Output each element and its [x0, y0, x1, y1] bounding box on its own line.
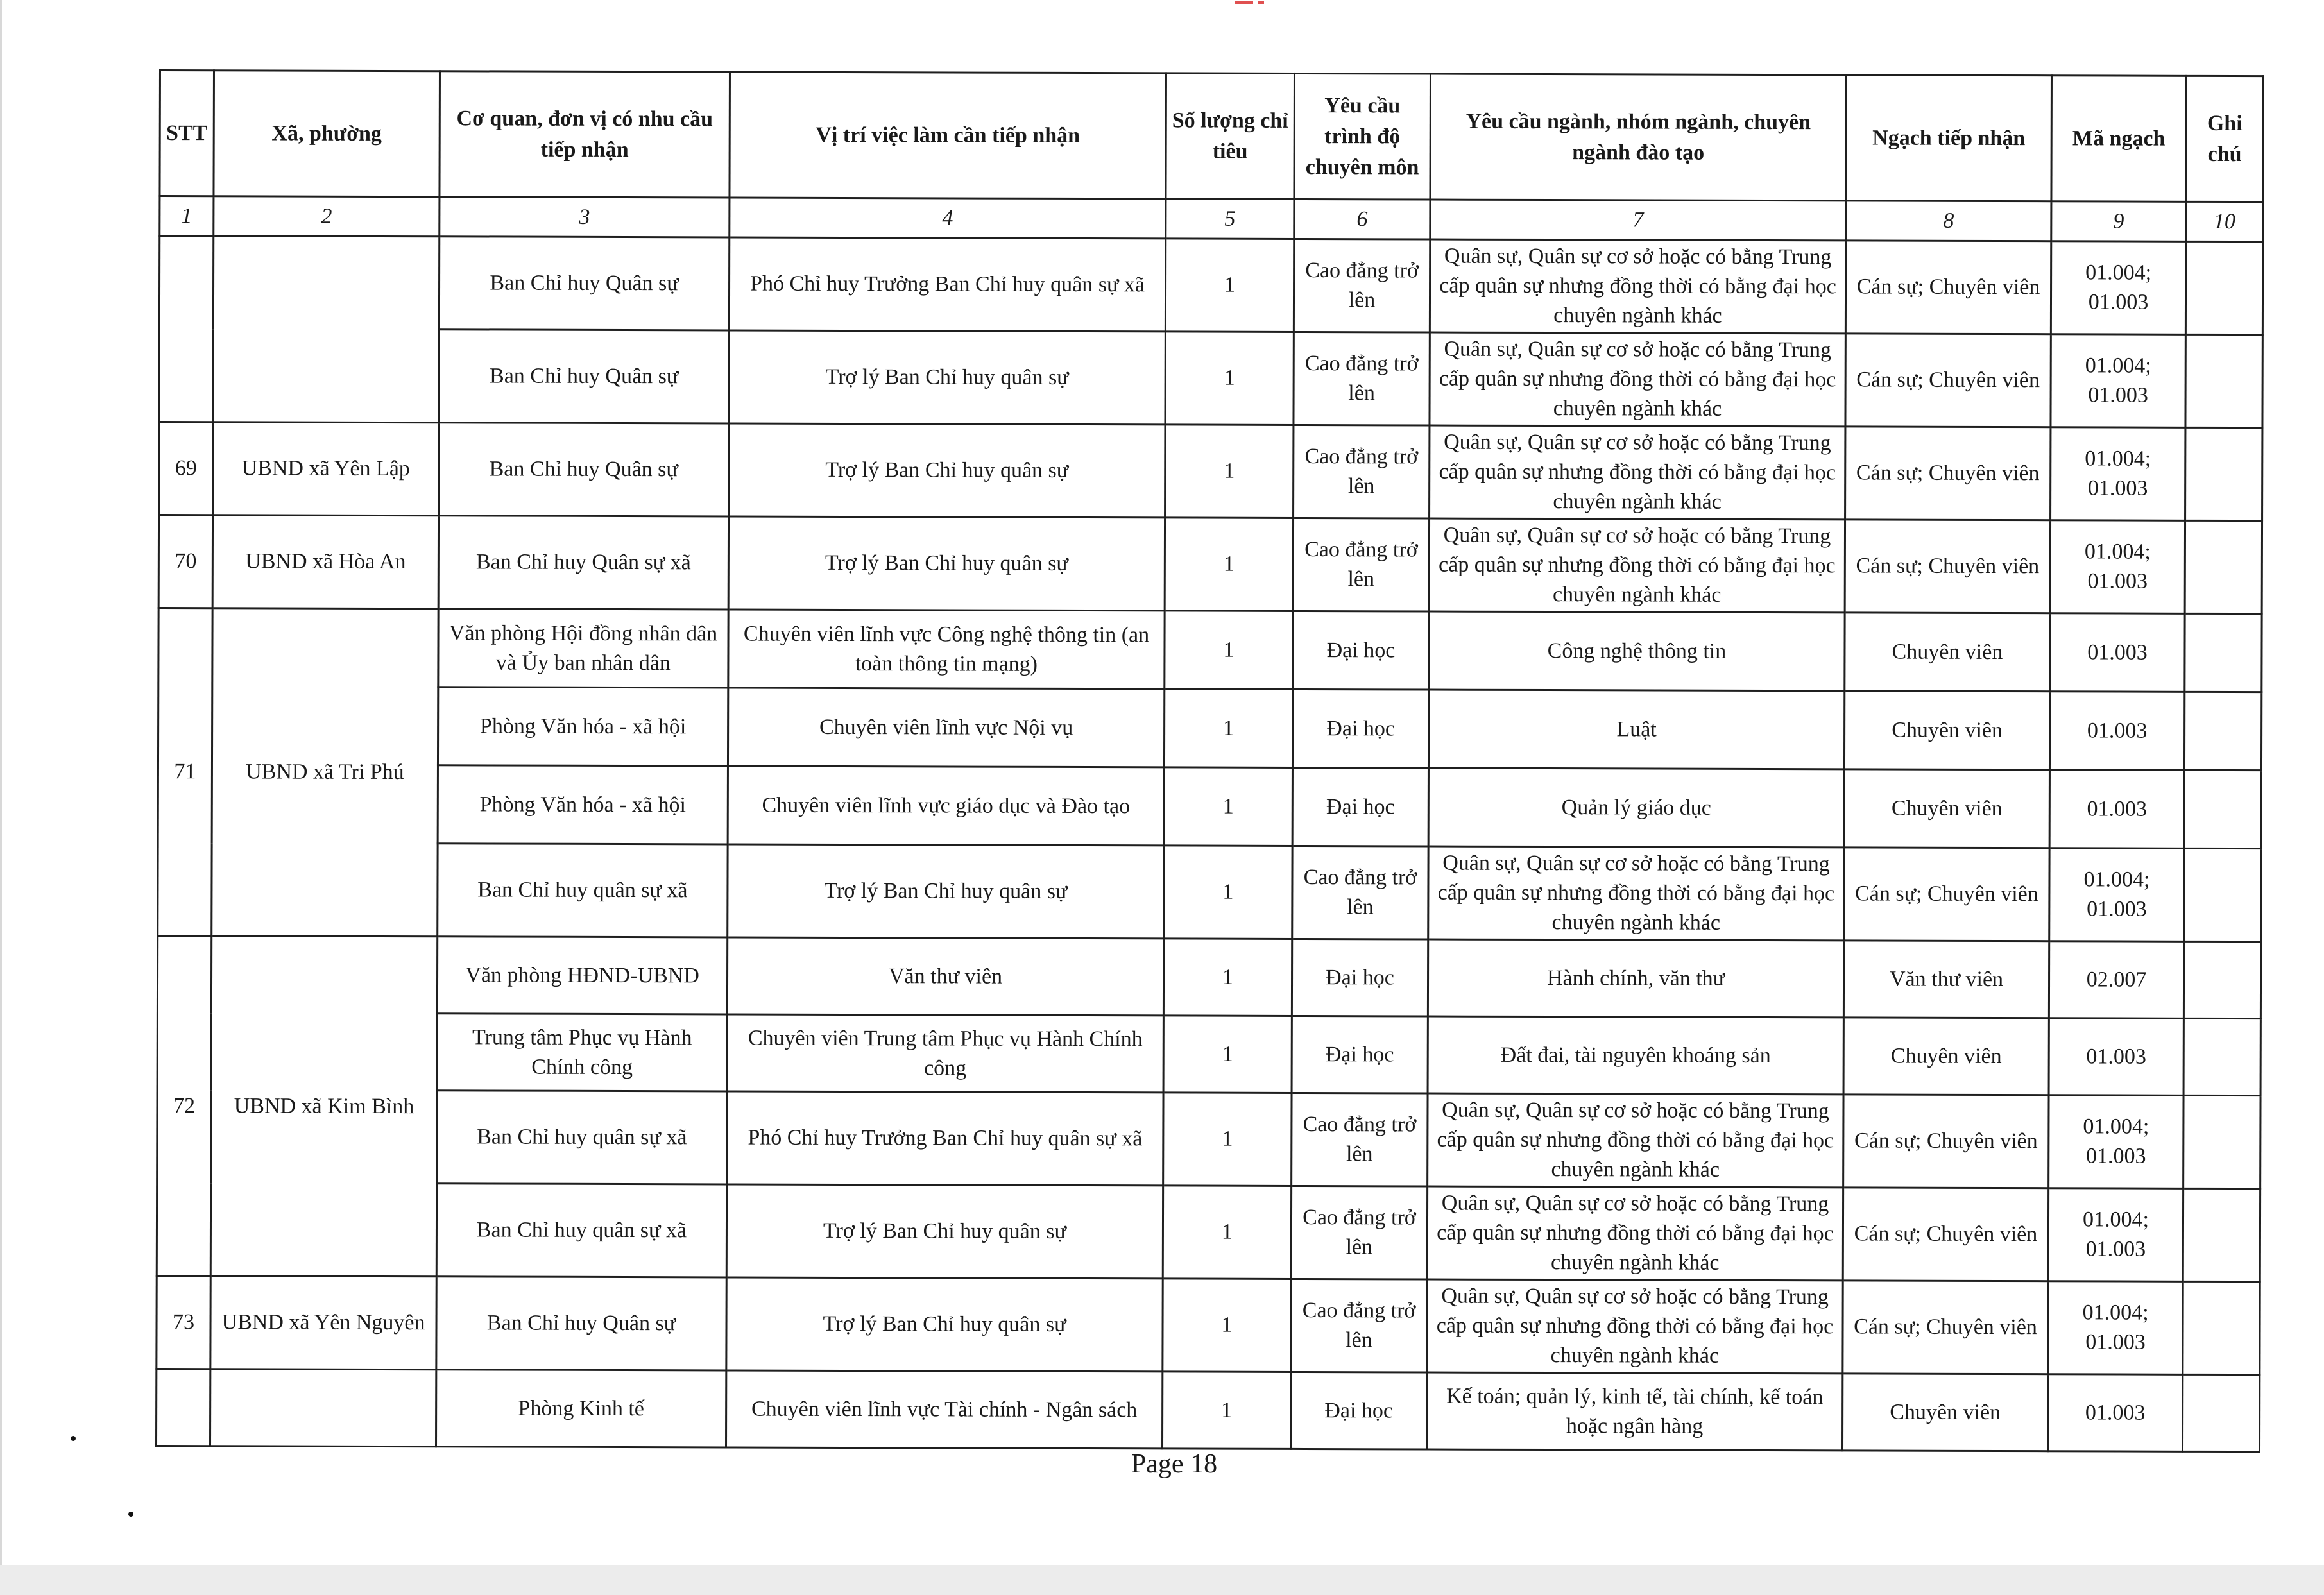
column-number: 8 — [1846, 201, 2051, 241]
commune-cell: UBND xã Tri Phú — [212, 608, 438, 937]
stt-cell: 69 — [159, 422, 213, 515]
stt-cell — [159, 236, 214, 422]
rank-cell: Chuyên viên — [1842, 1374, 2047, 1451]
position-cell: Trợ lý Ban Chỉ huy quân sự — [729, 330, 1165, 425]
header-xa-phuong: Xã, phường — [214, 71, 440, 197]
table-row — [159, 329, 2262, 428]
rank-cell: Chuyên viên — [1843, 1018, 2049, 1095]
position-cell: Chuyên viên lĩnh vực Tài chính - Ngân sách — [726, 1370, 1163, 1449]
header-ma-ngach: Mã ngạch — [2051, 76, 2187, 202]
table-row — [157, 1089, 2260, 1188]
column-number: 9 — [2051, 201, 2186, 242]
header-ghi-chu: Ghi chú — [2186, 76, 2264, 201]
quota-cell: 1 — [1164, 689, 1292, 768]
position-cell: Phó Chỉ huy Trưởng Ban Chỉ huy quân sự xã — [729, 237, 1165, 332]
agency-cell: Ban Chỉ huy quân sự xã — [438, 844, 728, 937]
recruitment-table-wrapper — [156, 69, 2262, 1438]
table-row — [157, 1369, 2260, 1451]
column-number: 2 — [214, 196, 440, 237]
position-cell: Phó Chỉ huy Trưởng Ban Chỉ huy quân sự xã — [727, 1091, 1163, 1186]
major-cell: Công nghệ thông tin — [1429, 611, 1845, 691]
column-number: 6 — [1294, 199, 1430, 239]
header-yeu-cau-nganh: Yêu cầu ngành, nhóm ngành, chuyên ngành đào tạo — [1430, 74, 1847, 201]
agency-cell: Ban Chỉ huy quân sự xã — [437, 1091, 727, 1184]
agency-cell: Phòng Văn hóa - xã hội — [438, 765, 728, 844]
commune-cell: UBND xã Kim Bình — [210, 936, 437, 1277]
commune-cell: UBND xã Yên Nguyên — [210, 1276, 436, 1370]
degree-cell: Cao đẳng trở lên — [1291, 1186, 1427, 1279]
note-cell — [2184, 848, 2261, 941]
rank-cell: Chuyên viên — [1844, 769, 2049, 848]
scan-dot — [128, 1512, 133, 1517]
header-ngach: Ngạch tiếp nhận — [1846, 75, 2052, 201]
note-cell — [2183, 1188, 2260, 1281]
degree-cell: Đại học — [1292, 767, 1428, 846]
agency-cell: Ban Chỉ huy quân sự xã — [436, 1184, 726, 1277]
agency-cell: Văn phòng HĐND-UBND — [437, 937, 727, 1014]
major-cell: Quân sự, Quân sự cơ sở hoặc có bằng Trung cấp quân sự nhưng đồng thời có bằng đại học chuyên ngành khác — [1430, 425, 1845, 520]
header-co-quan: Cơ quan, đơn vị có nhu cầu tiếp nhận — [440, 71, 730, 198]
degree-cell: Cao đẳng trở lên — [1292, 1093, 1428, 1186]
quota-cell: 1 — [1163, 1279, 1291, 1372]
table-row — [157, 1182, 2260, 1281]
table-row — [158, 515, 2262, 614]
position-cell: Trợ lý Ban Chỉ huy quân sự — [728, 516, 1165, 611]
position-cell: Chuyên viên Trung tâm Phục vụ Hành Chính công — [727, 1014, 1163, 1093]
commune-cell: UBND xã Hòa An — [212, 515, 438, 609]
quota-cell: 1 — [1165, 611, 1293, 690]
degree-cell: Cao đẳng trở lên — [1293, 518, 1429, 611]
scan-dot — [71, 1436, 76, 1441]
note-cell — [2183, 1018, 2260, 1095]
major-cell: Quân sự, Quân sự cơ sở hoặc có bằng Trung cấp quân sự nhưng đồng thời có bằng đại học chuyên ngành khác — [1430, 332, 1845, 427]
header-yeu-cau-trinh-do: Yêu cầu trình độ chuyên môn — [1294, 73, 1431, 200]
column-number-row — [160, 196, 2263, 242]
stt-cell: 71 — [158, 608, 212, 936]
column-number: 4 — [730, 198, 1166, 239]
quota-cell: 1 — [1163, 1186, 1291, 1279]
major-cell: Quân sự, Quân sự cơ sở hoặc có bằng Trung cấp quân sự nhưng đồng thời có bằng đại học chuyên ngành khác — [1430, 239, 1845, 334]
note-cell — [2185, 427, 2262, 520]
column-number: 3 — [440, 197, 730, 237]
major-cell: Quân sự, Quân sự cơ sở hoặc có bằng Trung cấp quân sự nhưng đồng thời có bằng đại học chuyên ngành khác — [1428, 1093, 1843, 1188]
rank-code-cell: 01.003 — [2049, 1018, 2183, 1096]
major-cell: Quân sự, Quân sự cơ sở hoặc có bằng Trung cấp quân sự nhưng đồng thời có bằng đại học chuyên ngành khác — [1427, 1279, 1843, 1374]
agency-cell: Ban Chỉ huy Quân sự — [439, 237, 729, 330]
rank-code-cell: 01.004; 01.003 — [2049, 848, 2184, 942]
quota-cell: 1 — [1163, 1016, 1292, 1093]
commune-cell: UBND xã Yên Lập — [213, 422, 439, 516]
degree-cell: Cao đẳng trở lên — [1291, 1279, 1427, 1372]
agency-cell: Phòng Kinh tế — [436, 1370, 726, 1447]
rank-cell: Cán sự; Chuyên viên — [1843, 1281, 2048, 1374]
major-cell: Kế toán; quản lý, kinh tế, tài chính, kế toán hoặc ngân hàng — [1427, 1372, 1843, 1451]
major-cell: Đất đai, tài nguyên khoáng sản — [1428, 1016, 1843, 1095]
header-so-luong: Số lượng chỉ tiêu — [1166, 73, 1295, 200]
commune-cell — [213, 236, 440, 423]
column-number: 7 — [1430, 200, 1846, 241]
rank-code-cell: 01.004; 01.003 — [2048, 1188, 2183, 1282]
rank-cell: Cán sự; Chuyên viên — [1845, 334, 2051, 427]
position-cell: Văn thư viên — [727, 937, 1163, 1016]
rank-cell: Cán sự; Chuyên viên — [1844, 848, 2049, 941]
table-row — [158, 608, 2262, 692]
stt-cell: 70 — [158, 515, 212, 608]
note-cell — [2184, 692, 2261, 770]
rank-cell: Chuyên viên — [1844, 691, 2049, 770]
degree-cell: Cao đẳng trở lên — [1292, 846, 1428, 939]
rank-code-cell: 01.004; 01.003 — [2051, 427, 2185, 521]
rank-code-cell: 01.003 — [2049, 770, 2184, 849]
note-cell — [2183, 1281, 2260, 1374]
note-cell — [2185, 613, 2262, 692]
position-cell: Chuyên viên lĩnh vực giáo dục và Đào tạo — [728, 766, 1164, 846]
quota-cell: 1 — [1164, 767, 1292, 846]
degree-cell: Cao đẳng trở lên — [1294, 425, 1430, 518]
note-cell — [2185, 241, 2262, 334]
rank-code-cell: 01.004; 01.003 — [2048, 1281, 2183, 1375]
degree-cell: Cao đẳng trở lên — [1294, 239, 1430, 332]
column-number: 5 — [1166, 199, 1294, 239]
degree-cell: Đại học — [1292, 939, 1428, 1016]
agency-cell: Văn phòng Hội đồng nhân dân và Ủy ban nhân dân — [438, 609, 728, 688]
header-stt: STT — [160, 71, 214, 196]
major-cell: Quản lý giáo dục — [1428, 768, 1844, 848]
rank-code-cell: 01.004; 01.003 — [2049, 1095, 2183, 1189]
note-cell — [2183, 1095, 2260, 1188]
rank-code-cell: 01.003 — [2050, 613, 2185, 692]
position-cell: Chuyên viên lĩnh vực Nội vụ — [728, 688, 1164, 767]
quota-cell: 1 — [1165, 239, 1294, 332]
table-row — [158, 687, 2261, 771]
rank-code-cell: 01.004; 01.003 — [2051, 334, 2185, 428]
agency-cell: Ban Chỉ huy Quân sự — [436, 1277, 726, 1370]
rank-cell: Cán sự; Chuyên viên — [1845, 241, 2051, 334]
column-number: 10 — [2186, 201, 2263, 241]
position-cell: Trợ lý Ban Chỉ huy quân sự — [726, 1184, 1163, 1279]
rank-code-cell: 01.003 — [2047, 1374, 2182, 1452]
table-row — [157, 1275, 2260, 1374]
quota-cell: 1 — [1165, 425, 1294, 518]
rank-code-cell: 01.003 — [2049, 692, 2184, 771]
rank-code-cell: 01.004; 01.003 — [2051, 241, 2185, 335]
quota-cell: 1 — [1164, 846, 1292, 939]
degree-cell: Đại học — [1292, 1016, 1428, 1093]
major-cell: Quân sự, Quân sự cơ sở hoặc có bằng Trung cấp quân sự nhưng đồng thời có bằng đại học chuyên ngành khác — [1428, 846, 1844, 941]
note-cell — [2185, 334, 2262, 427]
rank-cell: Cán sự; Chuyên viên — [1845, 427, 2051, 520]
quota-cell: 1 — [1165, 332, 1294, 425]
rank-cell: Cán sự; Chuyên viên — [1843, 1095, 2049, 1188]
scan-bottom-band — [0, 1565, 2324, 1595]
table-row — [159, 422, 2262, 521]
position-cell: Trợ lý Ban Chỉ huy quân sự — [729, 423, 1165, 518]
quota-cell: 1 — [1165, 518, 1293, 611]
quota-cell: 1 — [1163, 1372, 1291, 1449]
recruitment-table — [155, 69, 2264, 1453]
rank-cell: Cán sự; Chuyên viên — [1845, 520, 2050, 613]
agency-cell: Trung tâm Phục vụ Hành Chính công — [437, 1014, 727, 1091]
position-cell: Chuyên viên lĩnh vực Công nghệ thông tin (an toàn thông tin mạng) — [728, 610, 1165, 689]
table-row — [158, 842, 2261, 941]
major-cell: Quân sự, Quân sự cơ sở hoặc có bằng Trung cấp quân sự nhưng đồng thời có bằng đại học chuyên ngành khác — [1429, 518, 1845, 613]
degree-cell: Đại học — [1293, 611, 1429, 690]
degree-cell: Cao đẳng trở lên — [1294, 332, 1430, 425]
quota-cell: 1 — [1163, 1093, 1292, 1186]
rank-code-cell: 02.007 — [2049, 941, 2183, 1019]
note-cell — [2183, 941, 2260, 1018]
header-row — [160, 71, 2264, 202]
note-cell — [2182, 1374, 2259, 1451]
rank-cell: Chuyên viên — [1845, 613, 2050, 692]
agency-cell: Ban Chỉ huy Quân sự xã — [438, 516, 728, 610]
stt-cell: 73 — [157, 1275, 210, 1369]
rank-cell: Văn thư viên — [1843, 941, 2049, 1018]
degree-cell: Đại học — [1292, 689, 1428, 768]
agency-cell: Ban Chỉ huy Quân sự — [439, 330, 729, 423]
rank-code-cell: 01.004; 01.003 — [2050, 520, 2185, 614]
degree-cell: Đại học — [1291, 1372, 1427, 1449]
major-cell: Quân sự, Quân sự cơ sở hoặc có bằng Trung cấp quân sự nhưng đồng thời có bằng đại học chuyên ngành khác — [1427, 1186, 1843, 1281]
page-number: Page 18 — [1131, 1449, 1218, 1479]
major-cell: Luật — [1428, 690, 1844, 769]
position-cell: Trợ lý Ban Chỉ huy quân sự — [728, 844, 1164, 939]
scan-mark — [1258, 1, 1264, 4]
note-cell — [2184, 770, 2261, 848]
header-vi-tri: Vị trí việc làm cần tiếp nhận — [730, 72, 1166, 199]
quota-cell: 1 — [1163, 939, 1292, 1016]
stt-cell — [157, 1369, 210, 1446]
agency-cell: Phòng Văn hóa - xã hội — [438, 687, 728, 766]
table-row — [157, 935, 2260, 1018]
rank-cell: Cán sự; Chuyên viên — [1843, 1188, 2048, 1281]
column-number: 1 — [160, 196, 214, 236]
agency-cell: Ban Chỉ huy Quân sự — [439, 423, 729, 516]
major-cell: Hành chính, văn thư — [1428, 939, 1843, 1018]
table-row — [159, 236, 2262, 335]
note-cell — [2185, 520, 2262, 613]
table-row — [158, 765, 2261, 849]
position-cell: Trợ lý Ban Chỉ huy quân sự — [726, 1277, 1163, 1372]
scan-mark — [1235, 1, 1253, 4]
stt-cell: 72 — [157, 935, 211, 1275]
table-row — [157, 1012, 2260, 1095]
commune-cell — [210, 1369, 436, 1447]
